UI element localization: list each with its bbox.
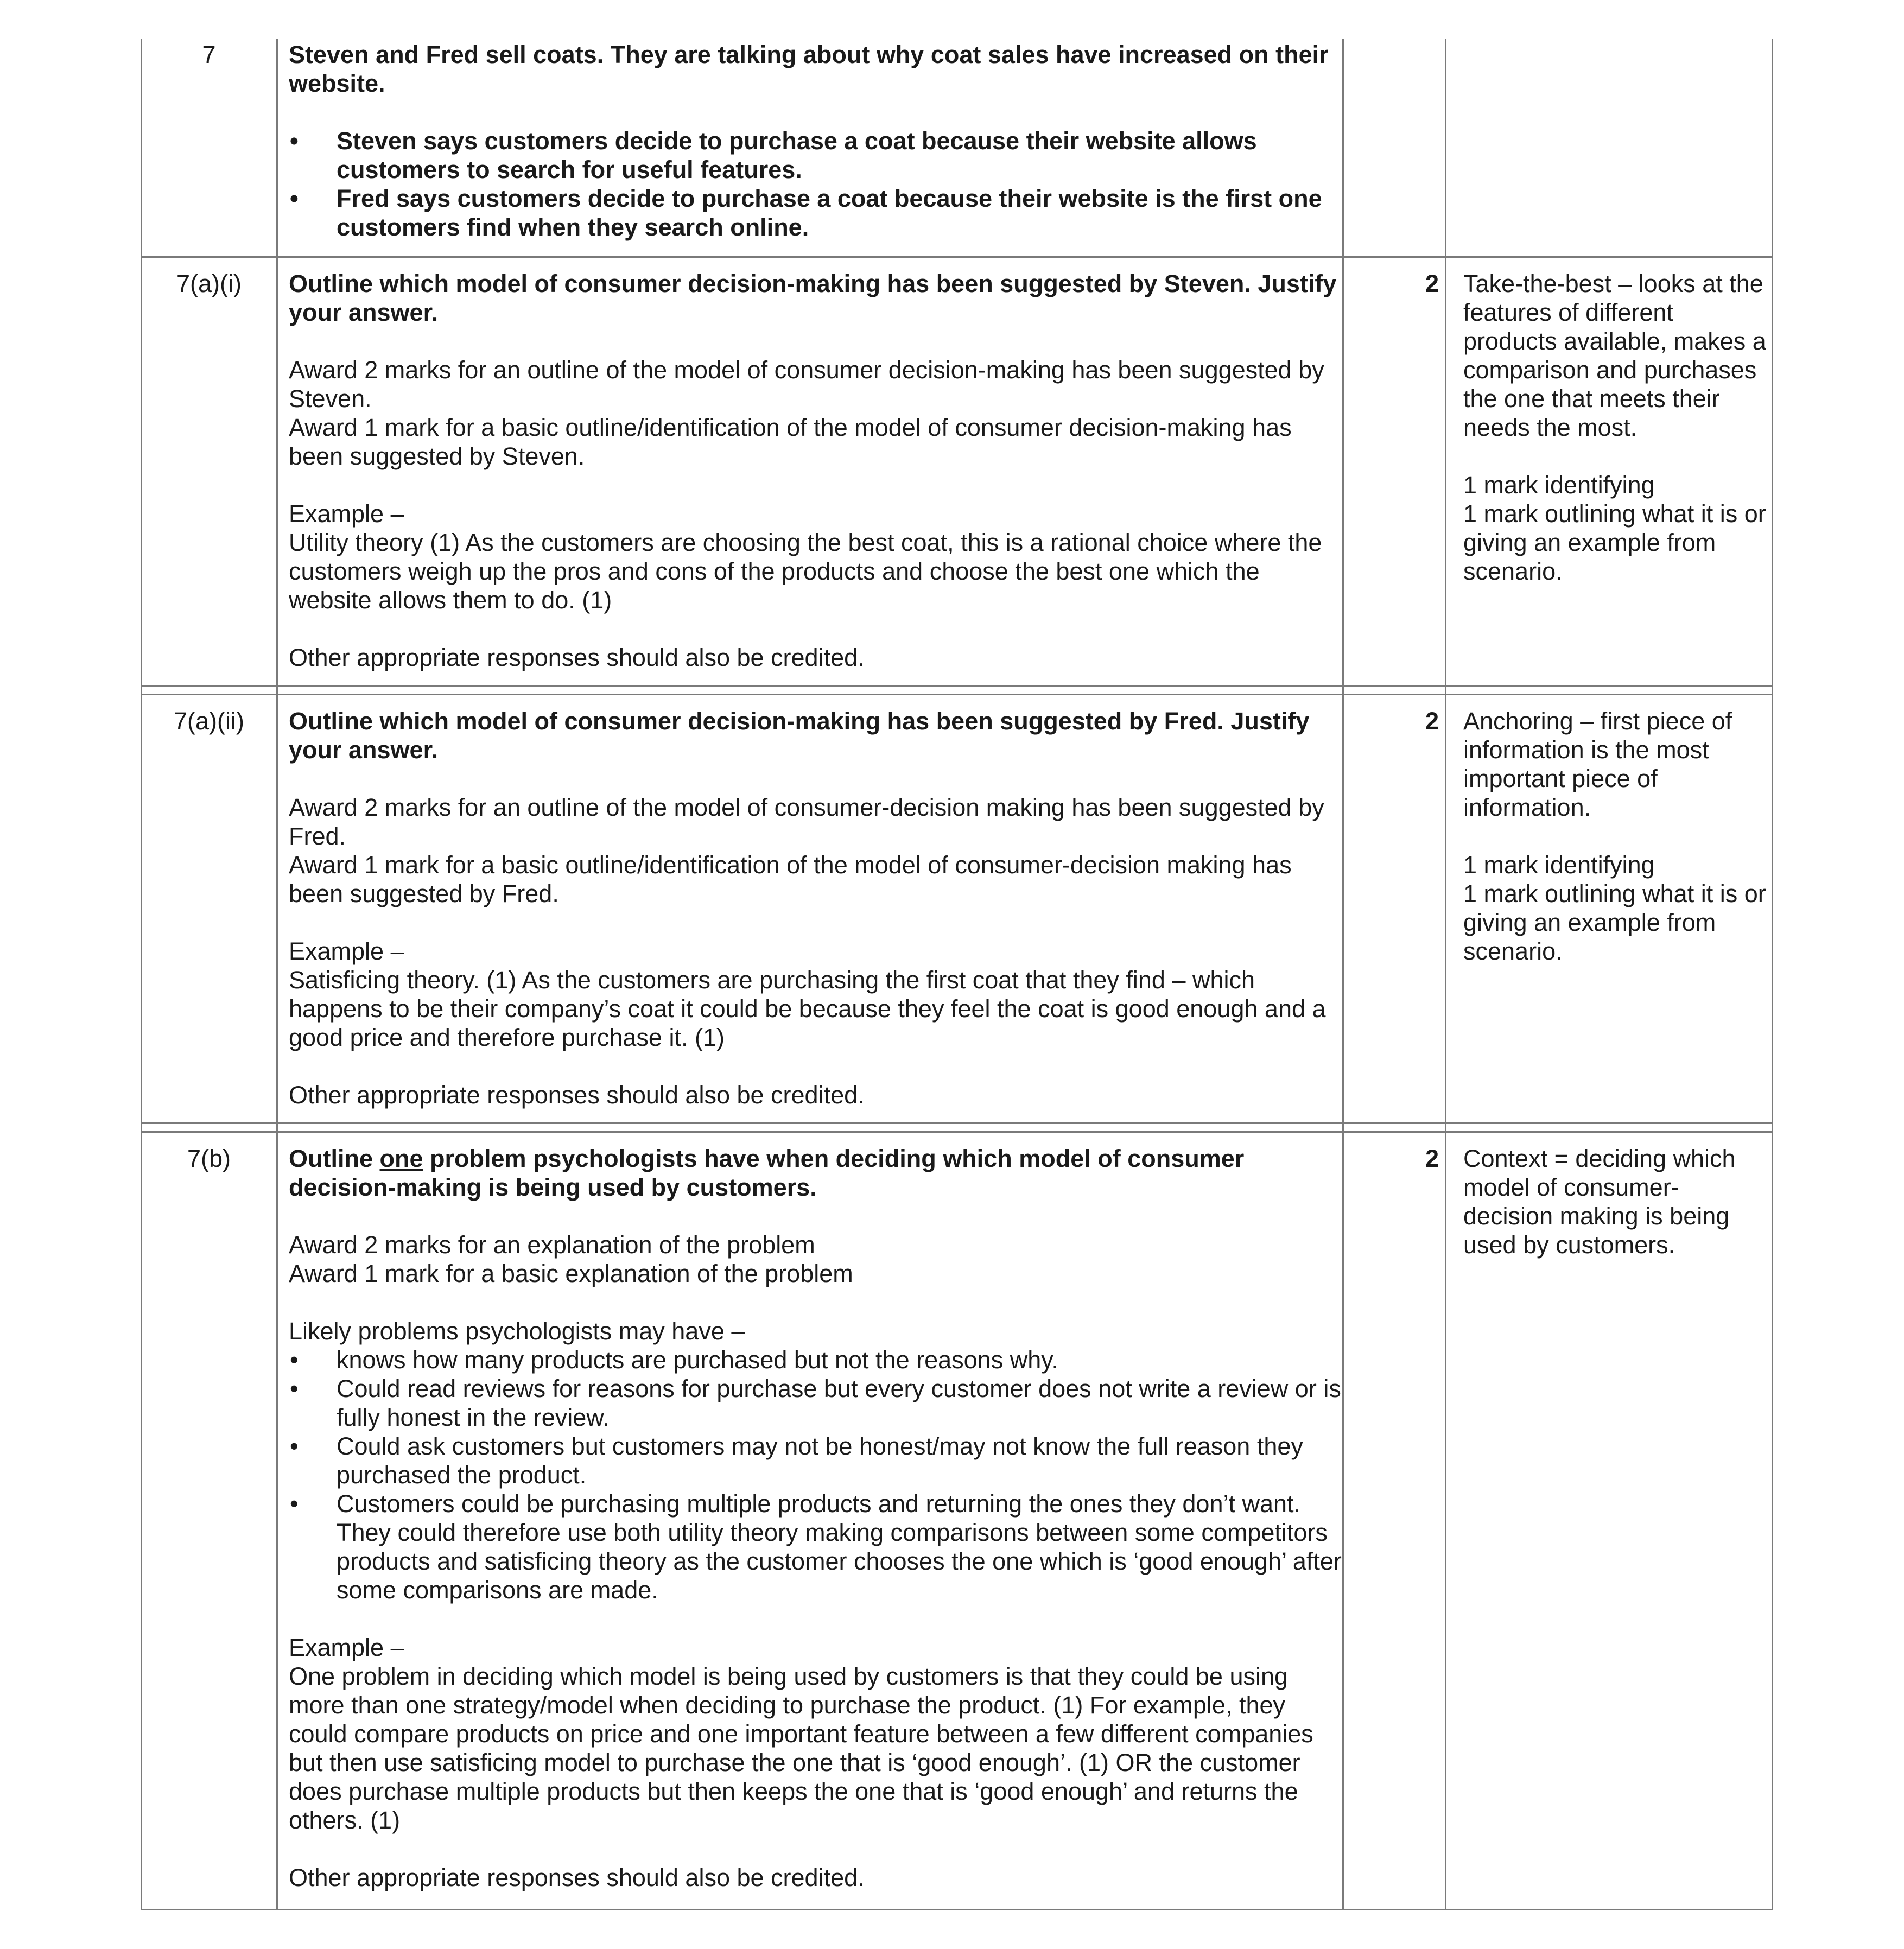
other-responses-note: Other appropriate responses should also be credited. <box>289 1864 865 1891</box>
example-text: Utility theory (1) As the customers are choosing the best coat, this is a rational choice where the customers weigh up the pros and cons of the products and choose the best one which the website allows them to do. (1) <box>289 529 1322 614</box>
row-divider <box>141 1131 1773 1133</box>
question-text: Outline which model of consumer decision-making has been suggested by Fred. Justify your answer. <box>289 707 1310 764</box>
award-2-marks: Award 2 marks for an outline of the model of consumer-decision making has been suggested by Fred. <box>289 793 1324 850</box>
list-item: • Fred says customers decide to purchase a coat because their website is the first one customers find when they search online. <box>289 184 1347 242</box>
guidance-text: Anchoring – first piece of information is the most important piece of information. <box>1463 707 1732 821</box>
question-number: 7(a)(ii) <box>174 707 244 735</box>
answer-cell <box>289 269 1347 672</box>
guidance-cell <box>1463 1144 1767 1259</box>
guidance-text: Context = deciding which model of consumer-decision making is being used by customers. <box>1463 1145 1736 1259</box>
row-divider <box>141 256 1773 258</box>
answer-cell <box>289 707 1347 1109</box>
marks: 2 <box>1425 270 1439 297</box>
marks: 2 <box>1425 1145 1439 1172</box>
list-item: • Customers could be purchasing multiple products and returning the ones they don’t want. They could therefore use both utility theory making comparisons between some competitors products and satisficing theory as the customer chooses the one which is ‘good enough’ after some comparisons are made. <box>289 1489 1347 1604</box>
question-number: 7(b) <box>187 1145 231 1172</box>
table-border-left <box>141 39 142 1910</box>
question-text-start: Outline <box>289 1145 380 1172</box>
guidance-mark-2: 1 mark outlining what it is or giving an example from scenario. <box>1463 880 1766 965</box>
scenario-cell <box>289 40 1347 242</box>
example-heading: Example – <box>289 937 404 965</box>
award-1-mark: Award 1 mark for a basic explanation of the problem <box>289 1260 853 1287</box>
example-text: One problem in deciding which model is being used by customers is that they could be using more than one strategy/model when deciding to purchase the product. (1) For example, they could compare products on price and one important feature between a few different companies but then use satisficing model to purchase the one that is ‘good enough’. (1) OR the customer does purchase multiple products but then keeps the one that is ‘good enough’ and returns the others. (1) <box>289 1662 1313 1834</box>
other-responses-note: Other appropriate responses should also be credited. <box>289 1081 865 1109</box>
question-text <box>289 1144 1347 1202</box>
award-2-marks: Award 2 marks for an explanation of the problem <box>289 1231 815 1259</box>
guidance-cell <box>1463 269 1767 586</box>
column-divider-3 <box>1445 39 1446 1910</box>
example-heading: Example – <box>289 1634 404 1661</box>
question-text-end: problem psychologists have when deciding which model of consumer decision-making is being used by customers. <box>289 1145 1245 1201</box>
scenario-stem: Steven and Fred sell coats. They are talking about why coat sales have increased on their website. <box>289 41 1329 97</box>
award-1-mark: Award 1 mark for a basic outline/identification of the model of consumer-decision making has been suggested by Fred. <box>289 851 1292 907</box>
row-divider <box>141 694 1773 695</box>
row-divider <box>141 1122 1773 1124</box>
example-text: Satisficing theory. (1) As the customers are purchasing the first coat that they find – which happens to be their company’s coat it could be because they feel the coat is good enough and a good price and therefore purchase it. (1) <box>289 966 1326 1051</box>
guidance-cell <box>1463 707 1767 966</box>
likely-problems-heading: Likely problems psychologists may have – <box>289 1317 745 1345</box>
award-1-mark: Award 1 mark for a basic outline/identification of the model of consumer decision-making has been suggested by Steven. <box>289 414 1292 470</box>
table-border-bottom <box>141 1909 1773 1910</box>
example-heading: Example – <box>289 500 404 528</box>
other-responses-note: Other appropriate responses should also be credited. <box>289 644 865 671</box>
list-item: • Steven says customers decide to purchase a coat because their website allows customers to search for useful features. <box>289 126 1347 184</box>
list-item: • Could read reviews for reasons for purchase but every customer does not write a review or is fully honest in the review. <box>289 1374 1347 1432</box>
award-2-marks: Award 2 marks for an outline of the model of consumer decision-making has been suggested by Steven. <box>289 356 1324 412</box>
column-divider-1 <box>276 39 278 1910</box>
guidance-mark-1: 1 mark identifying <box>1463 851 1655 879</box>
list-item: • Could ask customers but customers may not be honest/may not know the full reason they purchased the product. <box>289 1432 1347 1489</box>
answer-cell <box>289 1144 1347 1892</box>
likely-problems-list <box>289 1345 1347 1604</box>
question-number: 7 <box>202 41 216 68</box>
list-item: • knows how many products are purchased but not the reasons why. <box>289 1345 1347 1374</box>
guidance-mark-1: 1 mark identifying <box>1463 471 1655 499</box>
guidance-text: Take-the-best – looks at the features of different products available, makes a comparison and purchases the one that meets their needs the most. <box>1463 270 1766 441</box>
table-border-right <box>1772 39 1773 1910</box>
guidance-mark-2: 1 mark outlining what it is or giving an example from scenario. <box>1463 500 1766 585</box>
question-number: 7(a)(i) <box>176 270 242 297</box>
question-emphasis: one <box>379 1145 423 1172</box>
scenario-bullets <box>289 126 1347 242</box>
question-text: Outline which model of consumer decision-making has been suggested by Steven. Justify your answer. <box>289 270 1337 326</box>
marks: 2 <box>1425 707 1439 735</box>
row-divider <box>141 685 1773 687</box>
